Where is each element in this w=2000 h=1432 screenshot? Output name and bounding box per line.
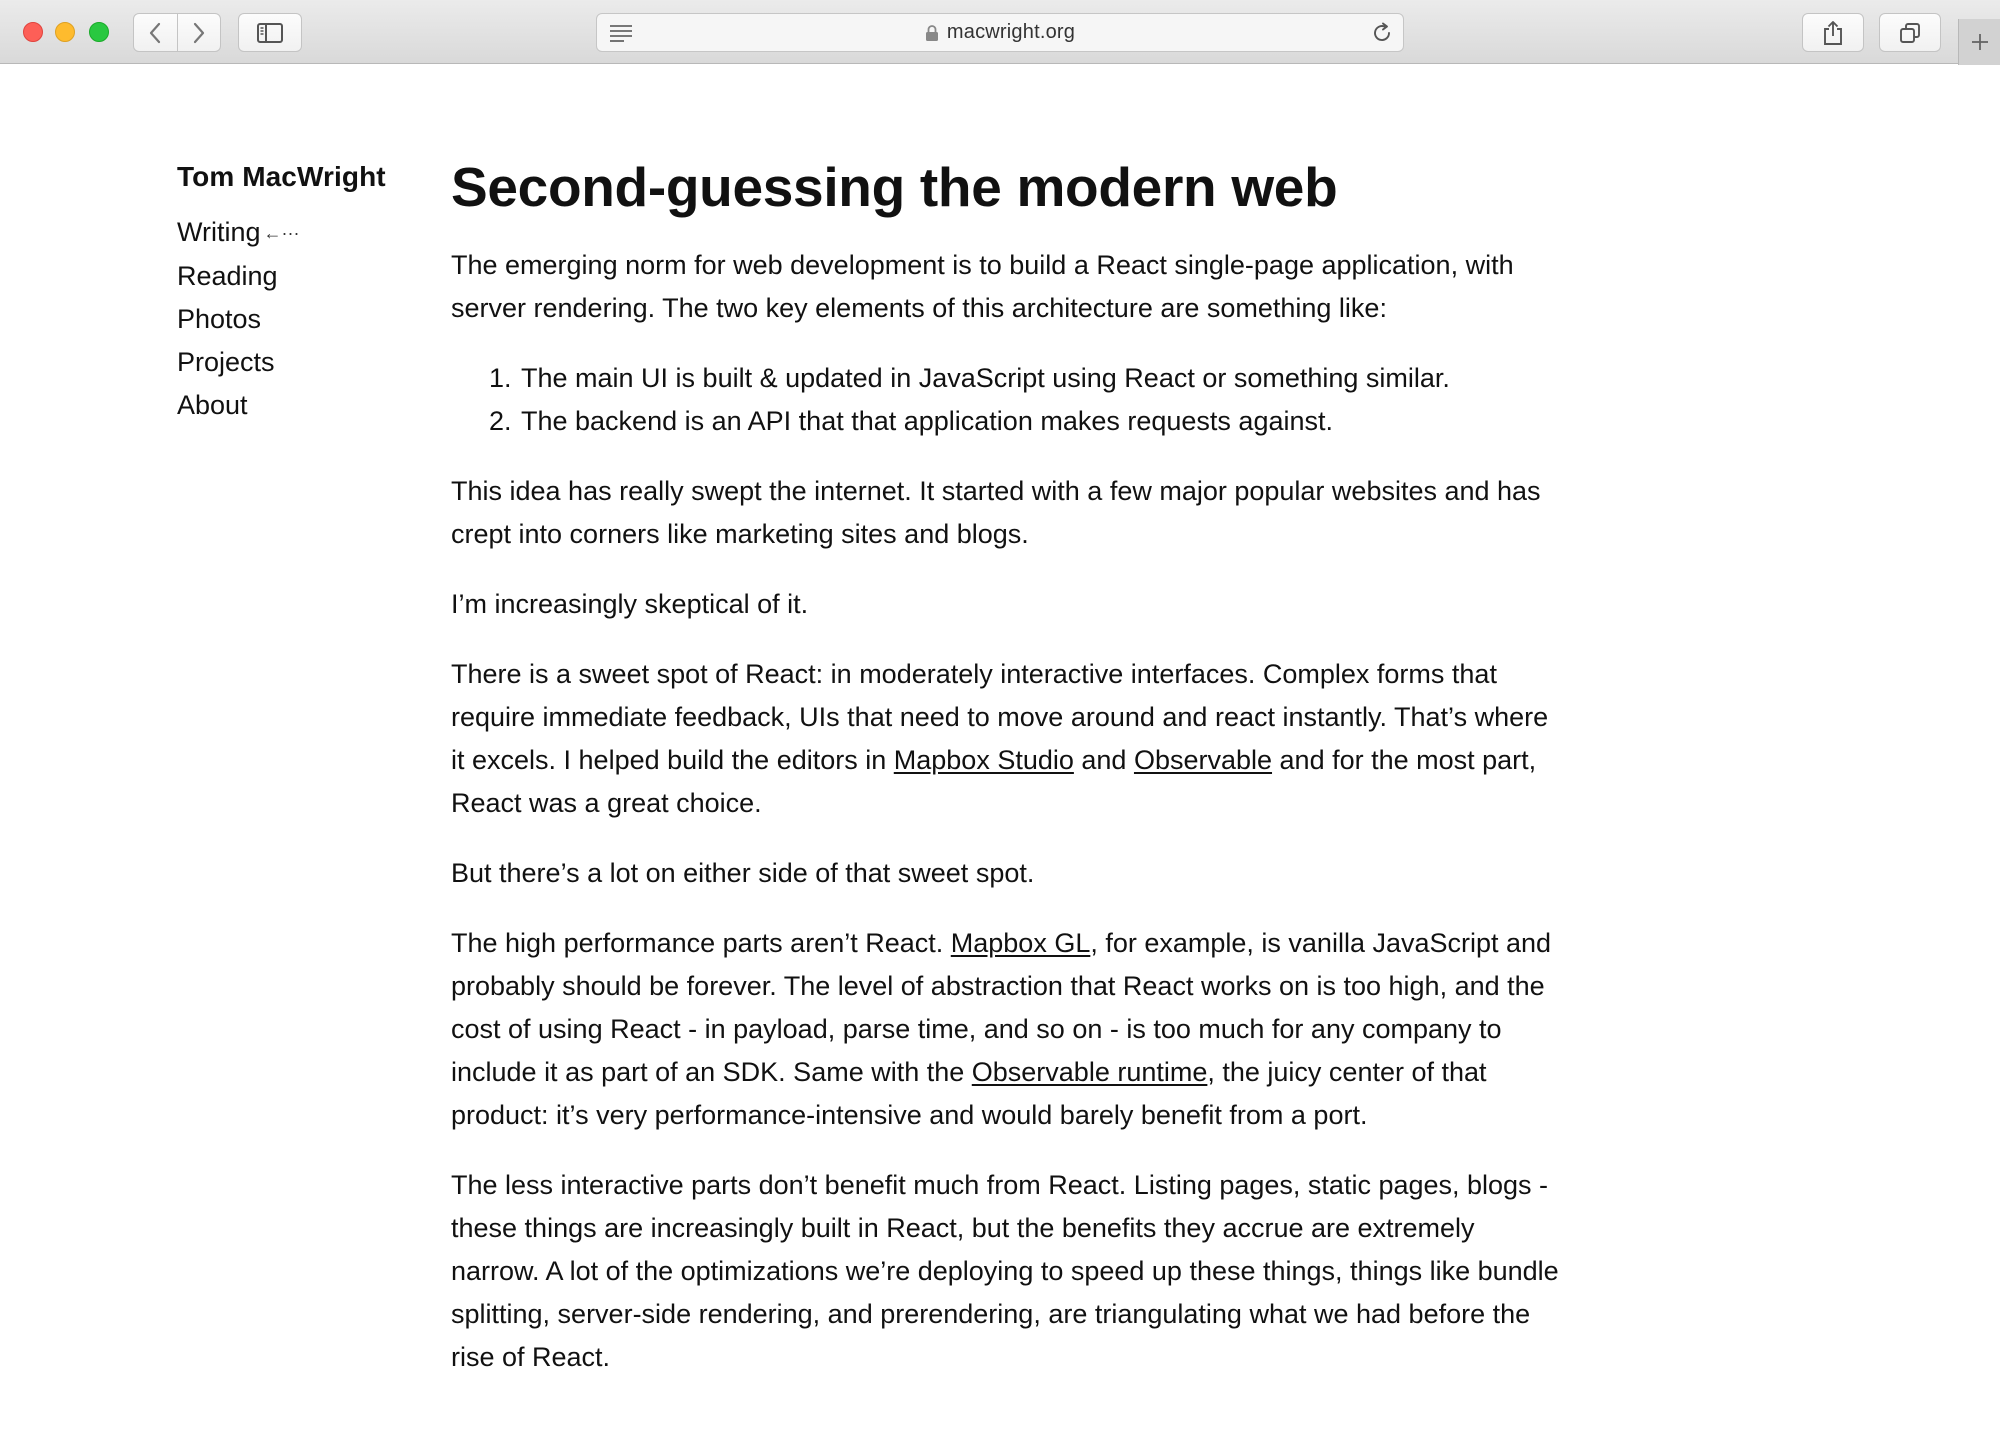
site-nav-list: [177, 211, 407, 427]
article-paragraph: [451, 653, 1561, 825]
mapbox-studio-link[interactable]: Mapbox Studio: [893, 745, 1074, 775]
history-nav-group: [133, 13, 221, 52]
browser-toolbar: [0, 0, 2000, 64]
article: [451, 152, 1561, 1406]
nav-item-label[interactable]: Reading: [177, 261, 278, 292]
paragraph-text: and for the most part, React was a great choice.: [451, 745, 1537, 818]
paragraph-text: , for example, is vanilla JavaScript and probably should be forever. The level of abstraction that React works on is too high, and the cost of using React - in payload, parse time, and so on - is too much for any company to include it as part of an SDK. Same with the: [451, 928, 1552, 1087]
article-list: [451, 357, 1561, 443]
nav-item-writing[interactable]: [177, 211, 407, 255]
mapbox-gl-link[interactable]: Mapbox GL: [950, 928, 1091, 958]
nav-item-label[interactable]: Projects: [177, 347, 275, 378]
address-bar[interactable]: [596, 13, 1404, 52]
nav-item-projects[interactable]: [177, 341, 407, 384]
nav-item-reading[interactable]: [177, 255, 407, 298]
show-tabs-button[interactable]: [1879, 13, 1941, 52]
reload-icon[interactable]: [1371, 22, 1393, 44]
article-paragraph: But there’s a lot on either side of that sweet spot.: [451, 858, 1035, 888]
back-button[interactable]: [134, 14, 177, 51]
article-title: Second-guessing the modern web: [451, 156, 1338, 218]
forward-button[interactable]: [177, 14, 221, 51]
paragraph-text: There is a sweet spot of React: in moderately interactive interfaces. Complex forms that require immediate feedback, UIs that need to move around and react instantly. That’s where it excels. I helped build the editors in: [451, 659, 1549, 775]
observable-link[interactable]: Observable: [1133, 745, 1273, 775]
chevron-right-icon: [192, 22, 206, 44]
sidebar-toggle-button[interactable]: [238, 13, 302, 52]
chevron-left-icon: [148, 22, 162, 44]
url-display: [597, 14, 1403, 51]
plus-icon: [1970, 32, 1990, 52]
current-page-marker: ←···: [263, 223, 300, 244]
article-paragraph: This idea has really swept the internet. It started with a few major popular websites and has crept into corners like marketing sites and blogs.: [451, 476, 1541, 549]
paragraph-text: , the juicy center of that product: it’s very performance-intensive and would barely benefit from a port.: [451, 1057, 1487, 1130]
nav-item-about[interactable]: [177, 384, 407, 427]
sidebar-icon: [257, 23, 283, 43]
article-paragraph: The less interactive parts don’t benefit much from React. Listing pages, static pages, blogs - these things are increasingly built in React, but the benefits they accrue are extremely narrow. A lot of the optimizations we’re deploying to speed up these things, things like bundle splitting, server-side rendering, and prerendering, are triangulating what we had before the rise of React.: [451, 1170, 1559, 1372]
paragraph-text: and: [1073, 745, 1134, 775]
nav-item-label[interactable]: Photos: [177, 304, 262, 335]
tabs-icon: [1899, 22, 1921, 44]
article-paragraph: I’m increasingly skeptical of it.: [451, 589, 809, 619]
nav-item-photos[interactable]: [177, 298, 407, 341]
observable-runtime-link[interactable]: Observable runtime: [971, 1057, 1208, 1087]
article-paragraph: [451, 922, 1561, 1137]
lock-icon: [925, 24, 939, 42]
share-button[interactable]: [1802, 13, 1864, 52]
site-sidebar: [177, 161, 407, 427]
paragraph-text: The high performance parts aren’t React.: [451, 928, 951, 958]
site-name-link[interactable]: Tom MacWright: [177, 161, 386, 192]
nav-item-label[interactable]: Writing: [177, 217, 261, 247]
list-item: 1. The main UI is built & updated in JavaScript using React or something similar.: [519, 357, 1561, 400]
zoom-window-button[interactable]: [89, 22, 109, 42]
web-page: [0, 65, 2000, 1432]
article-paragraph: The emerging norm for web development is to build a React single-page application, with server rendering. The two key elements of this architecture are something like:: [451, 250, 1514, 323]
url-text: macwright.org: [946, 21, 1076, 43]
nav-item-label[interactable]: About: [177, 390, 248, 421]
list-item: 2. The backend is an API that that application makes requests against.: [519, 400, 1561, 443]
new-tab-button[interactable]: [1958, 19, 2000, 65]
close-window-button[interactable]: [23, 22, 43, 42]
share-icon: [1822, 20, 1844, 46]
minimize-window-button[interactable]: [55, 22, 75, 42]
